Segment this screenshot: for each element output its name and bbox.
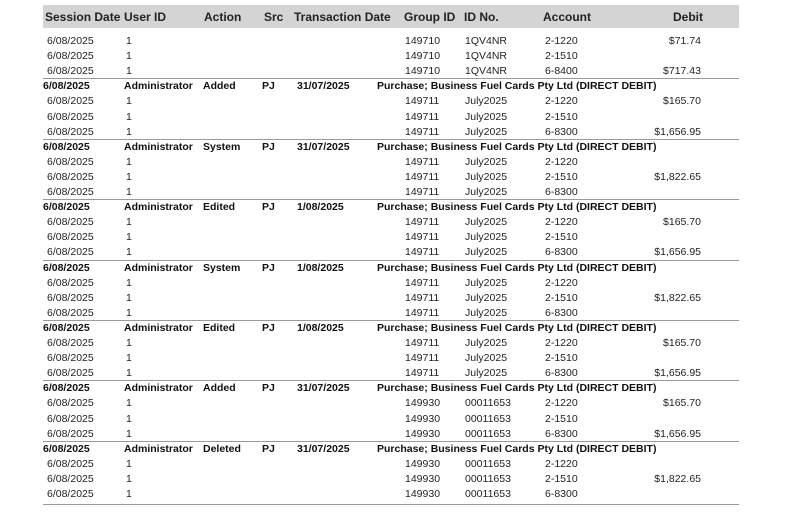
line-group-id: 149930 xyxy=(405,397,441,410)
line-account: 6-8300 xyxy=(545,306,578,319)
line-session-date: 6/08/2025 xyxy=(47,472,94,485)
column-header-user-id: User ID xyxy=(124,10,167,24)
header-user: Administrator xyxy=(124,201,193,214)
line-id-no: July2025 xyxy=(465,367,508,380)
line-session-date: 6/08/2025 xyxy=(47,246,94,259)
line-user-id: 1 xyxy=(126,186,132,198)
header-action: Edited xyxy=(203,201,236,214)
report-bottom-rule xyxy=(43,504,739,505)
line-user-id: 1 xyxy=(126,367,132,380)
line-user-id: 1 xyxy=(126,35,132,47)
column-header-src: Src xyxy=(264,10,284,24)
journal-line-row[interactable] xyxy=(43,49,739,64)
line-user-id: 1 xyxy=(126,65,132,78)
header-src: PJ xyxy=(262,321,275,334)
column-header-group-id: Group ID xyxy=(404,10,456,24)
header-src: PJ xyxy=(262,80,275,93)
line-account: 2-1510 xyxy=(545,472,578,485)
line-id-no: 00011653 xyxy=(465,488,511,500)
header-transaction-date: 31/07/2025 xyxy=(297,442,350,455)
line-group-id: 149930 xyxy=(405,472,441,485)
journal-line-row[interactable] xyxy=(43,64,739,79)
line-session-date: 6/08/2025 xyxy=(47,337,94,349)
header-transaction-date: 31/07/2025 xyxy=(297,140,350,153)
header-action: System xyxy=(203,261,241,274)
line-debit: $71.74 xyxy=(668,35,701,47)
line-session-date: 6/08/2025 xyxy=(47,488,94,500)
line-user-id: 1 xyxy=(126,95,132,108)
line-group-id: 149711 xyxy=(405,276,440,289)
journal-line-row[interactable] xyxy=(43,245,739,260)
line-user-id: 1 xyxy=(126,457,132,470)
line-account: 6-8300 xyxy=(545,427,578,440)
line-account: 6-8300 xyxy=(545,125,578,138)
line-account: 2-1510 xyxy=(545,412,578,425)
line-user-id: 1 xyxy=(126,412,132,425)
header-user: Administrator xyxy=(124,140,193,153)
line-group-id: 149711 xyxy=(405,367,440,380)
line-user-id: 1 xyxy=(126,50,132,63)
line-account: 6-8300 xyxy=(545,246,578,259)
line-debit: $1,822.65 xyxy=(654,291,701,304)
header-transaction-date: 31/07/2025 xyxy=(297,80,350,93)
journal-line-row[interactable] xyxy=(43,125,739,140)
line-user-id: 1 xyxy=(126,337,132,349)
header-session-date: 6/08/2025 xyxy=(43,140,90,153)
header-session-date: 6/08/2025 xyxy=(43,382,90,395)
header-description: Purchase; Business Fuel Cards Pty Ltd (DIRECT DEBIT) xyxy=(377,80,657,93)
line-id-no: July2025 xyxy=(465,231,508,244)
line-session-date: 6/08/2025 xyxy=(47,427,94,440)
journal-line-row[interactable] xyxy=(43,366,739,381)
line-debit: $717.43 xyxy=(663,65,701,78)
line-debit: $1,656.95 xyxy=(654,427,701,440)
header-description: Purchase; Business Fuel Cards Pty Ltd (DIRECT DEBIT) xyxy=(377,140,657,153)
column-header-transaction-date: Transaction Date xyxy=(294,10,391,24)
line-group-id: 149711 xyxy=(405,337,440,349)
line-debit: $1,656.95 xyxy=(654,246,701,259)
transaction-header-row[interactable] xyxy=(43,200,739,215)
line-id-no: July2025 xyxy=(465,337,508,349)
transaction-header-row[interactable] xyxy=(43,261,739,276)
header-user: Administrator xyxy=(124,80,193,93)
header-session-date: 6/08/2025 xyxy=(43,442,90,455)
line-group-id: 149930 xyxy=(405,488,441,500)
line-session-date: 6/08/2025 xyxy=(47,95,94,108)
journal-line-row[interactable] xyxy=(43,276,739,291)
header-src: PJ xyxy=(262,261,275,274)
line-group-id: 149711 xyxy=(405,291,440,304)
header-transaction-date: 1/08/2025 xyxy=(297,201,344,214)
column-header-session-date: Session Date xyxy=(45,10,121,24)
line-account: 2-1510 xyxy=(545,352,578,365)
line-account: 2-1510 xyxy=(545,110,578,123)
transaction-header-row[interactable] xyxy=(43,79,739,94)
header-session-date: 6/08/2025 xyxy=(43,261,90,274)
line-group-id: 149711 xyxy=(405,170,440,183)
header-description: Purchase; Business Fuel Cards Pty Ltd (DIRECT DEBIT) xyxy=(377,321,657,334)
journal-line-row[interactable] xyxy=(43,412,739,427)
column-header-bar xyxy=(43,5,739,28)
header-session-date: 6/08/2025 xyxy=(43,201,90,214)
line-user-id: 1 xyxy=(126,352,132,365)
column-header-action: Action xyxy=(204,10,242,24)
journal-line-row[interactable] xyxy=(43,155,739,170)
header-description: Purchase; Business Fuel Cards Pty Ltd (DIRECT DEBIT) xyxy=(377,201,657,214)
line-session-date: 6/08/2025 xyxy=(47,276,94,289)
line-user-id: 1 xyxy=(126,291,132,304)
header-user: Administrator xyxy=(124,382,193,395)
line-account: 2-1220 xyxy=(545,397,578,410)
journal-line-row[interactable] xyxy=(43,306,739,321)
line-user-id: 1 xyxy=(126,427,132,440)
journal-line-row[interactable] xyxy=(43,215,739,230)
line-session-date: 6/08/2025 xyxy=(47,291,94,304)
line-id-no: July2025 xyxy=(465,276,508,289)
journal-line-row[interactable] xyxy=(43,336,739,351)
line-group-id: 149711 xyxy=(405,216,440,229)
column-header-id-no: ID No. xyxy=(464,10,499,24)
line-id-no: 00011653 xyxy=(465,412,511,425)
header-description: Purchase; Business Fuel Cards Pty Ltd (DIRECT DEBIT) xyxy=(377,442,657,455)
line-debit: $1,656.95 xyxy=(654,125,701,138)
line-account: 2-1220 xyxy=(545,216,578,229)
line-group-id: 149710 xyxy=(405,35,441,47)
header-src: PJ xyxy=(262,201,275,214)
line-id-no: 00011653 xyxy=(465,427,511,440)
line-debit: $1,822.65 xyxy=(654,472,701,485)
line-user-id: 1 xyxy=(126,246,132,259)
journal-line-row[interactable] xyxy=(43,94,739,109)
journal-line-row[interactable] xyxy=(43,396,739,411)
line-account: 6-8300 xyxy=(545,186,578,198)
line-session-date: 6/08/2025 xyxy=(47,155,94,168)
line-session-date: 6/08/2025 xyxy=(47,216,94,229)
column-header-debit: Debit xyxy=(673,10,703,24)
header-action: System xyxy=(203,140,241,153)
line-user-id: 1 xyxy=(126,110,132,123)
header-session-date: 6/08/2025 xyxy=(43,80,90,93)
journal-line-row[interactable] xyxy=(43,34,739,49)
line-session-date: 6/08/2025 xyxy=(47,367,94,380)
column-header-account: Account xyxy=(543,10,591,24)
journal-line-row[interactable] xyxy=(43,185,739,200)
line-id-no: July2025 xyxy=(465,291,508,304)
line-session-date: 6/08/2025 xyxy=(47,186,94,198)
line-account: 2-1220 xyxy=(545,35,578,47)
line-group-id: 149930 xyxy=(405,457,441,470)
line-debit: $165.70 xyxy=(663,216,701,229)
line-group-id: 149710 xyxy=(405,65,441,78)
line-session-date: 6/08/2025 xyxy=(47,231,94,244)
line-id-no: July2025 xyxy=(465,170,508,183)
line-account: 2-1510 xyxy=(545,50,578,63)
header-action: Added xyxy=(203,80,236,93)
line-account: 2-1220 xyxy=(545,95,578,108)
journal-line-row[interactable] xyxy=(43,487,739,502)
line-debit: $1,656.95 xyxy=(654,367,701,380)
header-transaction-date: 1/08/2025 xyxy=(297,261,344,274)
line-user-id: 1 xyxy=(126,125,132,138)
line-session-date: 6/08/2025 xyxy=(47,35,94,47)
journal-line-row[interactable] xyxy=(43,110,739,125)
journal-line-row[interactable] xyxy=(43,230,739,245)
line-id-no: 00011653 xyxy=(465,457,511,470)
line-user-id: 1 xyxy=(126,306,132,319)
line-user-id: 1 xyxy=(126,488,132,500)
line-id-no: July2025 xyxy=(465,306,508,319)
line-group-id: 149711 xyxy=(405,155,440,168)
line-account: 2-1220 xyxy=(545,276,578,289)
line-session-date: 6/08/2025 xyxy=(47,457,94,470)
line-group-id: 149710 xyxy=(405,50,441,63)
header-action: Deleted xyxy=(203,442,241,455)
line-session-date: 6/08/2025 xyxy=(47,50,94,63)
line-id-no: July2025 xyxy=(465,216,508,229)
line-id-no: 1QV4NR xyxy=(465,65,508,78)
line-session-date: 6/08/2025 xyxy=(47,397,94,410)
header-action: Added xyxy=(203,382,236,395)
transaction-header-row[interactable] xyxy=(43,381,739,396)
transaction-header-row[interactable] xyxy=(43,140,739,155)
header-user: Administrator xyxy=(124,442,193,455)
header-transaction-date: 1/08/2025 xyxy=(297,321,344,334)
line-id-no: July2025 xyxy=(465,110,508,123)
line-id-no: 00011653 xyxy=(465,397,511,410)
line-group-id: 149711 xyxy=(405,306,440,319)
transaction-header-row[interactable] xyxy=(43,442,739,457)
line-user-id: 1 xyxy=(126,231,132,244)
header-user: Administrator xyxy=(124,321,193,334)
line-session-date: 6/08/2025 xyxy=(47,125,94,138)
line-account: 6-8400 xyxy=(545,65,578,78)
line-id-no: July2025 xyxy=(465,186,508,198)
line-group-id: 149711 xyxy=(405,352,440,365)
line-session-date: 6/08/2025 xyxy=(47,412,94,425)
line-user-id: 1 xyxy=(126,155,132,168)
line-id-no: July2025 xyxy=(465,95,508,108)
line-id-no: 1QV4NR xyxy=(465,50,508,63)
header-src: PJ xyxy=(262,442,275,455)
line-group-id: 149711 xyxy=(405,125,440,138)
header-description: Purchase; Business Fuel Cards Pty Ltd (DIRECT DEBIT) xyxy=(377,261,657,274)
line-session-date: 6/08/2025 xyxy=(47,352,94,365)
line-group-id: 149930 xyxy=(405,412,441,425)
header-user: Administrator xyxy=(124,261,193,274)
line-id-no: 00011653 xyxy=(465,472,511,485)
line-group-id: 149711 xyxy=(405,110,440,123)
line-account: 6-8300 xyxy=(545,367,578,380)
line-account: 6-8300 xyxy=(545,488,578,500)
line-group-id: 149711 xyxy=(405,186,440,198)
line-session-date: 6/08/2025 xyxy=(47,170,94,183)
journal-line-row[interactable] xyxy=(43,170,739,185)
line-debit: $1,822.65 xyxy=(654,170,701,183)
journal-line-row[interactable] xyxy=(43,351,739,366)
line-account: 2-1220 xyxy=(545,457,578,470)
header-session-date: 6/08/2025 xyxy=(43,321,90,334)
line-id-no: July2025 xyxy=(465,125,508,138)
line-id-no: July2025 xyxy=(465,155,508,168)
journal-line-row[interactable] xyxy=(43,457,739,472)
line-session-date: 6/08/2025 xyxy=(47,65,94,78)
line-id-no: July2025 xyxy=(465,352,508,365)
line-group-id: 149711 xyxy=(405,231,440,244)
line-session-date: 6/08/2025 xyxy=(47,110,94,123)
line-user-id: 1 xyxy=(126,216,132,229)
line-session-date: 6/08/2025 xyxy=(47,306,94,319)
line-user-id: 1 xyxy=(126,170,132,183)
line-id-no: July2025 xyxy=(465,246,508,259)
line-account: 2-1510 xyxy=(545,291,578,304)
journal-line-row[interactable] xyxy=(43,291,739,306)
line-id-no: 1QV4NR xyxy=(465,35,508,47)
header-action: Edited xyxy=(203,321,236,334)
line-account: 2-1510 xyxy=(545,231,578,244)
line-user-id: 1 xyxy=(126,397,132,410)
line-account: 2-1510 xyxy=(545,170,578,183)
header-description: Purchase; Business Fuel Cards Pty Ltd (DIRECT DEBIT) xyxy=(377,382,657,395)
line-user-id: 1 xyxy=(126,276,132,289)
line-debit: $165.70 xyxy=(663,95,701,108)
line-group-id: 149711 xyxy=(405,246,440,259)
line-debit: $165.70 xyxy=(663,397,701,410)
line-debit: $165.70 xyxy=(663,337,701,349)
journal-line-row[interactable] xyxy=(43,427,739,442)
line-group-id: 149711 xyxy=(405,95,440,108)
line-account: 2-1220 xyxy=(545,155,578,168)
header-src: PJ xyxy=(262,382,275,395)
header-transaction-date: 31/07/2025 xyxy=(297,382,350,395)
line-group-id: 149930 xyxy=(405,427,441,440)
transaction-header-row[interactable] xyxy=(43,321,739,336)
header-src: PJ xyxy=(262,140,275,153)
journal-line-row[interactable] xyxy=(43,472,739,487)
line-user-id: 1 xyxy=(126,472,132,485)
line-account: 2-1220 xyxy=(545,337,578,349)
